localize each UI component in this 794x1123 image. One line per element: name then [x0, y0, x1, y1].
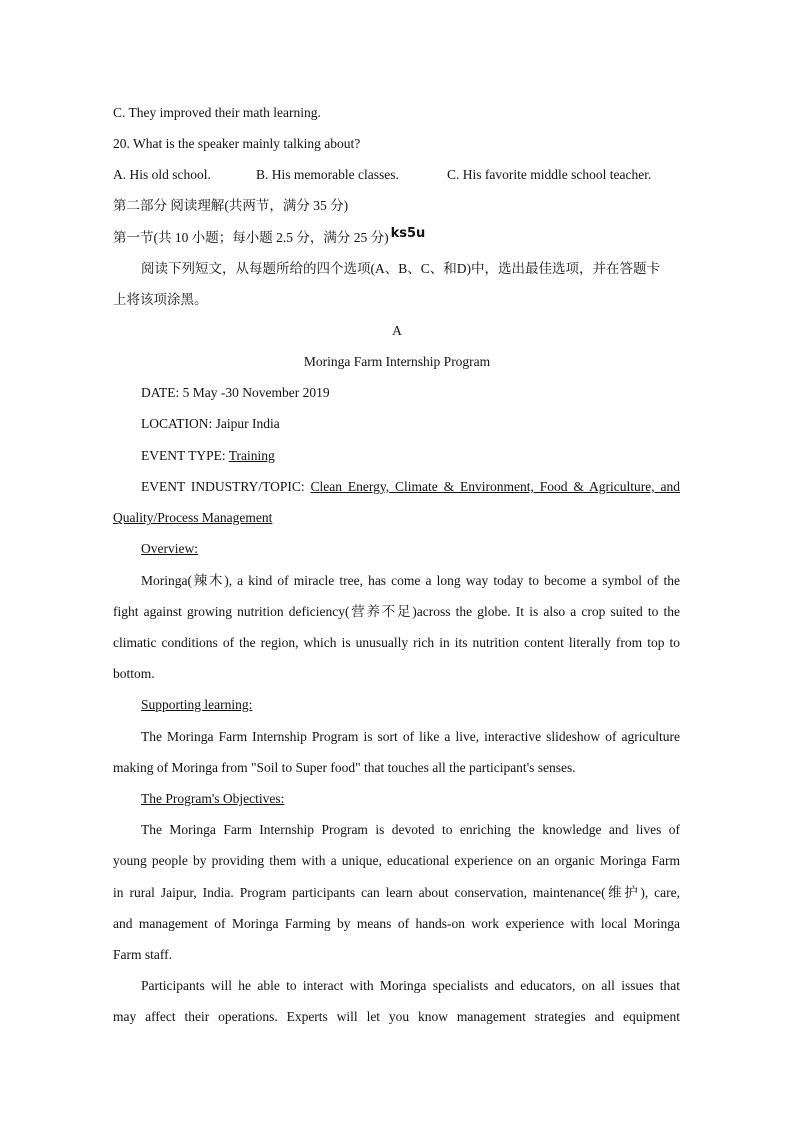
q20-option-a: A. His old school.: [113, 167, 211, 182]
event-topic-link-2[interactable]: Quality/Process Management: [113, 510, 273, 525]
section1-heading: [113, 228, 425, 249]
event-type: [141, 446, 275, 466]
q20-option-c: C. His favorite middle school teacher.: [447, 167, 652, 182]
participants-line: may affect their operations. Experts will let you know management strategies and equipment: [113, 1009, 680, 1024]
event-type-link[interactable]: Training: [228, 448, 275, 463]
supporting-heading-text: Supporting learning:: [141, 697, 253, 712]
objectives-line: young people by providing them with a unique, educational experience on an organic Moringa Farm: [113, 853, 680, 868]
passage-letter: A: [392, 323, 402, 338]
part2-heading: 第二部分 阅读理解(共两节，满分 35 分): [113, 198, 349, 213]
objectives-line: and management of Moringa Farming by means of hands-on work experience with local Moringa: [113, 916, 680, 931]
instruction-line-1: 阅读下列短文，从每题所给的四个选项(A、B、C、和D)中，选出最佳选项，并在答题卡: [141, 261, 660, 276]
objectives-heading-text: The Program's Objectives:: [141, 791, 285, 806]
passage-title: Moringa Farm Internship Program: [303, 354, 491, 369]
supporting-line: The Moringa Farm Internship Program is sort of like a live, interactive slideshow of agriculture: [141, 729, 680, 744]
event-location: LOCATION: Jaipur India: [141, 416, 280, 431]
event-topic-line-1: [141, 477, 680, 497]
objectives-line: in rural Jaipur, India. Program participants can learn about conservation, maintenance(维护), care,: [113, 885, 680, 900]
objectives-heading: [141, 789, 284, 809]
watermark-ks5u: ks5u: [390, 226, 426, 241]
overview-heading-text: Overview:: [141, 541, 198, 556]
overview-line: fight against growing nutrition deficiency(营养不足)across the globe. It is also a crop suited to the: [113, 604, 680, 619]
event-date: DATE: 5 May -30 November 2019: [141, 385, 330, 400]
overview-line: Moringa(辣木), a kind of miracle tree, has come a long way today to become a symbol of the: [141, 573, 680, 588]
q20-options: [113, 165, 651, 185]
participants-line: Participants will he able to interact with Moringa specialists and educators, on all issues that: [141, 978, 680, 993]
event-topic-label: EVENT INDUSTRY/TOPIC:: [141, 479, 311, 494]
supporting-heading: [141, 695, 252, 715]
q19-option-c: C. They improved their math learning.: [113, 105, 321, 120]
supporting-line: making of Moringa from "Soil to Super food" that touches all the participant's senses.: [113, 760, 576, 775]
overview-line: climatic conditions of the region, which is unusually rich in its nutrition content literally from top to: [113, 635, 680, 650]
event-type-label: EVENT TYPE:: [141, 448, 229, 463]
overview-heading: [141, 539, 198, 559]
objectives-line: The Moringa Farm Internship Program is devoted to enriching the knowledge and lives of: [141, 822, 680, 837]
event-topic-link-1[interactable]: Clean Energy, Climate & Environment, Food & Agriculture, and: [310, 479, 680, 494]
event-topic-line-2: [113, 508, 272, 528]
q20-question: 20. What is the speaker mainly talking about?: [113, 136, 361, 151]
overview-line: bottom.: [113, 666, 155, 681]
instruction-line-2: 上将该项涂黑。: [113, 292, 208, 307]
q20-option-b: B. His memorable classes.: [256, 167, 399, 182]
section1-text: 第一节(共 10 小题；每小题 2.5 分，满分 25 分): [113, 230, 389, 245]
objectives-line: Farm staff.: [113, 947, 172, 962]
